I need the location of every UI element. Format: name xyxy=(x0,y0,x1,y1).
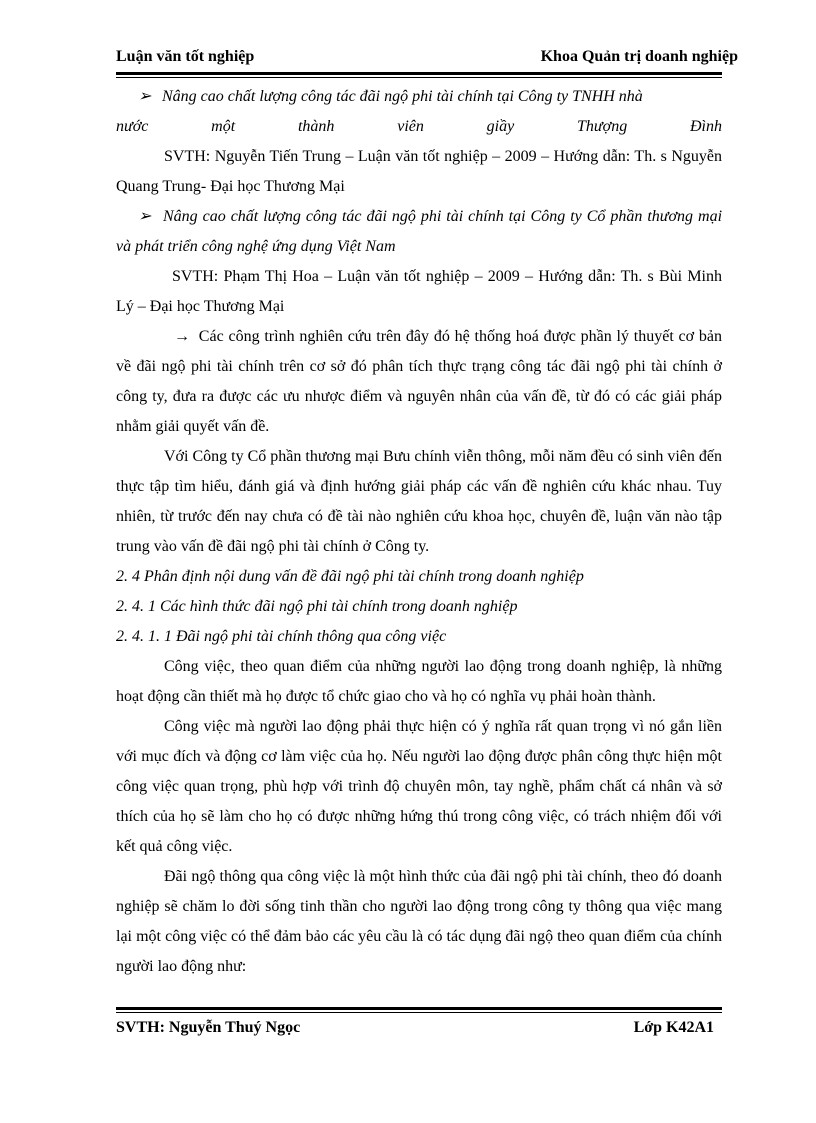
footer-class: Lớp K42A1 xyxy=(633,1019,714,1036)
footer-rule xyxy=(116,1007,722,1013)
section-heading-2-4: 2. 4 Phân định nội dung vấn đề đãi ngộ phi tài chính trong doanh nghiệp xyxy=(116,568,584,585)
section-heading-2-4-1: 2. 4. 1 Các hình thức đãi ngộ phi tài chính trong doanh nghiệp xyxy=(116,598,518,615)
paragraph-4: Đãi ngộ thông qua công việc là một hình thức của đãi ngộ phi tài chính, theo đó doanh nghiệp sẽ chăm lo đời sống tinh thần cho người lao động trong công ty thông qua việc mang lại một công việc có thể đảm bảo các yêu cầu là có tác dụng đãi ngộ theo quan điểm của chính người lao động như: xyxy=(116,868,722,975)
page-body xyxy=(116,82,722,982)
bullet-1-svth: SVTH: Nguyễn Tiến Trung – Luận văn tốt nghiệp – 2009 – Hướng dẫn: Th. s Nguyễn Quang Trung- Đại học Thương Mại xyxy=(116,148,722,195)
header-left-text: Luận văn tốt nghiệp xyxy=(116,48,255,65)
conclusion-paragraph xyxy=(116,322,722,442)
page-footer xyxy=(116,1019,722,1041)
header-right-text: Khoa Quản trị doanh nghiệp xyxy=(540,48,738,65)
bullet-item-1 xyxy=(116,82,722,112)
bullet-2-title: Nâng cao chất lượng công tác đãi ngộ phi tài chính tại Công ty Cổ phần thương mại và phát triển công nghệ ứng dụng Việt Nam xyxy=(116,208,723,255)
bullet-arrow-icon: ➢ xyxy=(138,208,152,225)
bullet-arrow-icon: ➢ xyxy=(138,88,152,105)
bullet-item-2 xyxy=(116,202,722,262)
bullet-1-title-line2: nước một thành viên giầy Thượng Đình xyxy=(116,118,722,135)
header-rule xyxy=(116,72,722,78)
section-heading-2-4-1-1: 2. 4. 1. 1 Đãi ngộ phi tài chính thông qua công việc xyxy=(116,628,447,645)
paragraph-1: Với Công ty Cổ phần thương mại Bưu chính viễn thông, mỗi năm đều có sinh viên đến thực tập tìm hiểu, đánh giá và định hướng giải pháp các vấn đề nghiên cứu khác nhau. Tuy nhiên, từ trước đến nay chưa có đề tài nào nghiên cứu khoa học, chuyên đề, luận văn nào tập trung vào vấn đề đãi ngộ phi tài chính ở Công ty. xyxy=(116,448,722,555)
bullet-1-title-line1: Nâng cao chất lượng công tác đãi ngộ phi tài chính tại Công ty TNHH nhà xyxy=(162,88,643,105)
footer-student-name: SVTH: Nguyễn Thuý Ngọc xyxy=(116,1019,301,1036)
right-arrow-icon: → xyxy=(174,328,190,345)
paragraph-3: Công việc mà người lao động phải thực hiện có ý nghĩa rất quan trọng vì nó gắn liền với mục đích và động cơ làm việc của họ. Nếu người lao động được phân công thực hiện một công việc quan trọng, phù hợp với trình độ chuyên môn, tay nghề, phẩm chất cá nhân và sở thích của họ sẽ làm cho họ có được những hứng thú trong công việc, có trách nhiệm đối với kết quả công việc. xyxy=(116,718,722,855)
bullet-2-svth: SVTH: Phạm Thị Hoa – Luận văn tốt nghiệp – 2009 – Hướng dẫn: Th. s Bùi Minh Lý – Đại học Thương Mại xyxy=(116,268,722,315)
page-header xyxy=(116,48,738,70)
conclusion-text: Các công trình nghiên cứu trên đây đó hệ thống hoá được phần lý thuyết cơ bản về đãi ngộ phi tài chính trên cơ sở đó phân tích thực trạng công tác đãi ngộ phi tài chính ở công ty, đưa ra được các ưu nhược điểm và nguyên nhân của vấn đề, từ đó có các giải pháp nhằm giải quyết vấn đề. xyxy=(116,328,723,435)
paragraph-2: Công việc, theo quan điểm của những người lao động trong doanh nghiệp, là những hoạt động cần thiết mà họ được tổ chức giao cho và họ có nghĩa vụ phải hoàn thành. xyxy=(116,658,722,705)
